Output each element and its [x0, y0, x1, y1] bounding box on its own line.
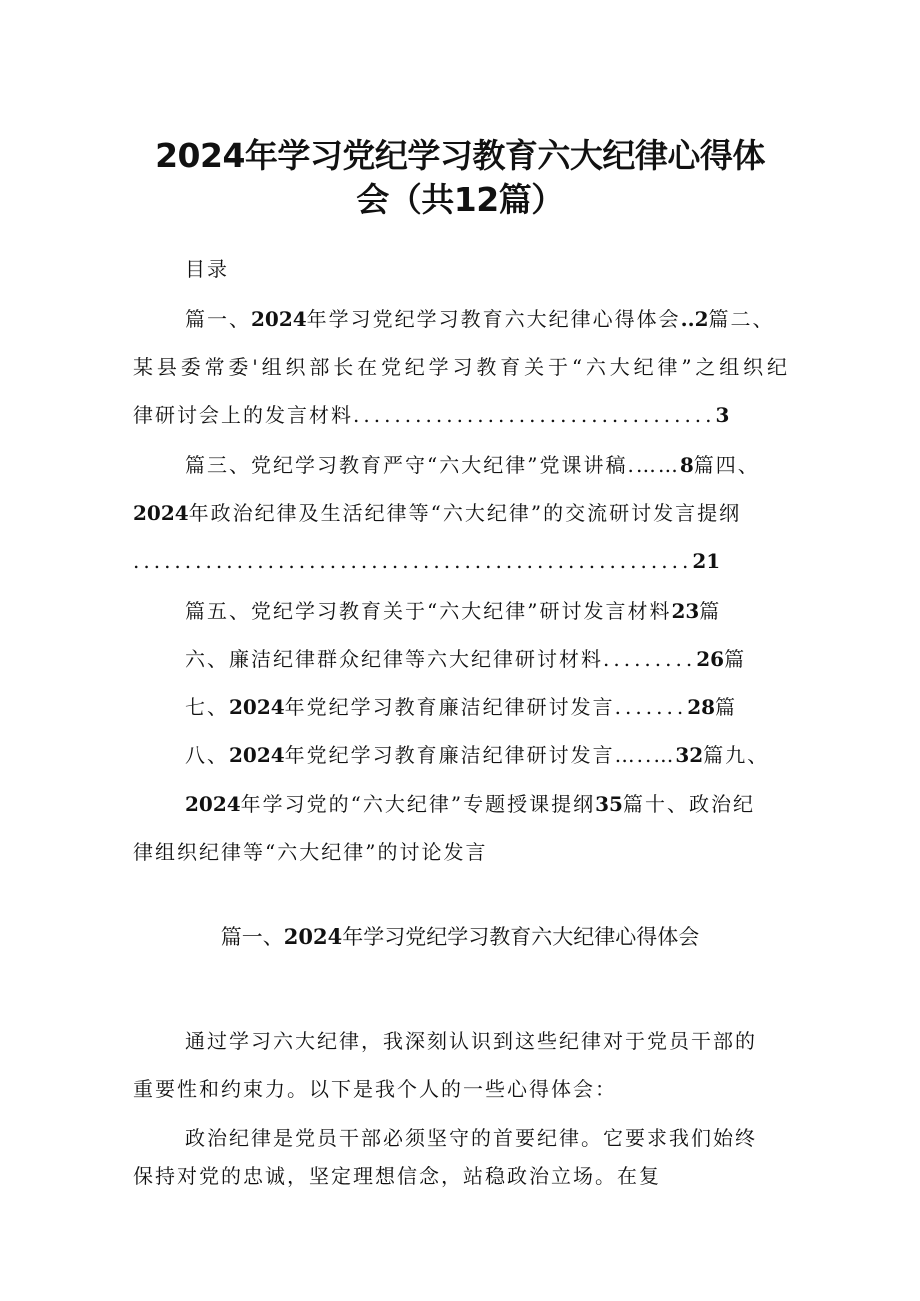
toc-line-3-page: 3 [715, 403, 730, 427]
toc-line-9-year: 2024 [229, 695, 285, 719]
toc-line-1-dots: .. [680, 307, 695, 331]
toc-line-3-dots: ................................... [353, 403, 716, 427]
document-title-line-2: 会（共12篇） [356, 180, 564, 219]
section-1-title [0, 921, 920, 953]
toc-line-10-year: 2024 [229, 743, 285, 767]
toc-line-3 [133, 400, 787, 430]
toc-line-10 [185, 740, 787, 770]
toc-line-10-post: 篇九、 [703, 743, 770, 767]
paragraph-1-line-1: 通过学习六大纪律，我深刻认识到这些纪律对于党员干部的 [185, 1029, 757, 1053]
toc-line-6-page: 21 [692, 549, 721, 573]
toc-line-8-page: 26 [696, 647, 725, 671]
toc-line-7-text: 篇五、党纪学习教育关于“六大纪律”研讨发言材料 [185, 599, 672, 623]
section-1-title-pre: 篇一、 [220, 925, 284, 949]
toc-line-11-page: 35 [595, 792, 623, 816]
section-1-title-text: 年学习党纪学习教育六大纪律心得体会 [342, 925, 700, 949]
toc-line-8-dots: ......... [603, 647, 697, 671]
toc-line-5-text: 年政治纪律及生活纪律等“六大纪律”的交流研讨发言提纲 [188, 501, 742, 525]
toc-line-9-text: 年党纪学习教育廉洁纪律研讨发言 [284, 695, 615, 719]
toc-line-6 [133, 546, 787, 576]
toc-line-9-pre: 七、 [185, 695, 229, 719]
toc-line-8 [185, 644, 787, 674]
section-1-title-year: 2024 [283, 924, 343, 949]
toc-line-5-year: 2024 [133, 501, 189, 525]
toc-line-4-text: 篇三、党纪学习教育严守“六大纪律”党课讲稿. [185, 453, 636, 477]
toc-line-10-page: 32 [675, 743, 704, 767]
toc-line-7 [185, 596, 787, 626]
toc-line-8-text: 六、廉洁纪律群众纪律等六大纪律研讨材料 [185, 647, 603, 671]
toc-line-2: 某县委常委'组织部长在党纪学习教育关于“六大纪律”之组织纪 [133, 355, 787, 379]
toc-line-4-post: 篇四、 [693, 453, 760, 477]
toc-line-11-year: 2024 [185, 792, 241, 816]
toc-line-8-post: 篇 [724, 647, 747, 671]
toc-line-1-pre: 篇一、 [185, 307, 251, 331]
toc-line-4 [185, 450, 787, 480]
toc-heading: 目录 [185, 257, 229, 281]
toc-line-11-text: 年学习党的“六大纪律”专题授课提纲 [240, 792, 596, 816]
toc-line-7-page: 23 [671, 599, 700, 623]
toc-line-12: 律组织纪律等“六大纪律”的讨论发言 [133, 840, 488, 864]
paragraph-2-line-1: 政治纪律是党员干部必须坚守的首要纪律。它要求我们始终 [185, 1126, 757, 1150]
toc-line-9-page: 28 [687, 695, 716, 719]
toc-line-10-pre: 八、 [185, 743, 229, 767]
toc-line-6-dots: ...................................................... [133, 549, 693, 573]
toc-line-5 [133, 498, 787, 528]
document-title-line-1: 2024年学习党纪学习教育六大纪律心得体 [155, 136, 765, 175]
paragraph-1-line-2: 重要性和约束力。以下是我个人的一些心得体会： [133, 1077, 617, 1101]
toc-line-10-text: 年党纪学习教育廉洁纪律研讨发言 [284, 743, 615, 767]
toc-line-4-dots: …… [635, 453, 680, 477]
toc-line-9-post: 篇 [715, 695, 738, 719]
toc-line-9 [185, 692, 787, 722]
toc-line-11-post: 篇十、政治纪 [622, 792, 755, 816]
toc-line-1-year: 2024 [251, 307, 307, 331]
toc-line-1-text: 年学习党纪学习教育六大纪律心得体会 [306, 307, 681, 331]
toc-line-1-post: 篇二、 [708, 307, 775, 331]
toc-line-9-dots: ....... [614, 695, 688, 719]
toc-line-7-post: 篇 [699, 599, 722, 623]
toc-line-1 [185, 304, 787, 334]
toc-line-3-text: 律研讨会上的发言材料 [133, 403, 353, 427]
toc-line-10-dots: …..… [614, 743, 676, 767]
toc-line-11 [185, 789, 787, 819]
paragraph-2-line-2: 保持对党的忠诚，坚定理想信念，站稳政治立场。在复 [133, 1164, 661, 1188]
toc-line-1-page: 2 [694, 307, 709, 331]
toc-line-4-page: 8 [679, 453, 694, 477]
